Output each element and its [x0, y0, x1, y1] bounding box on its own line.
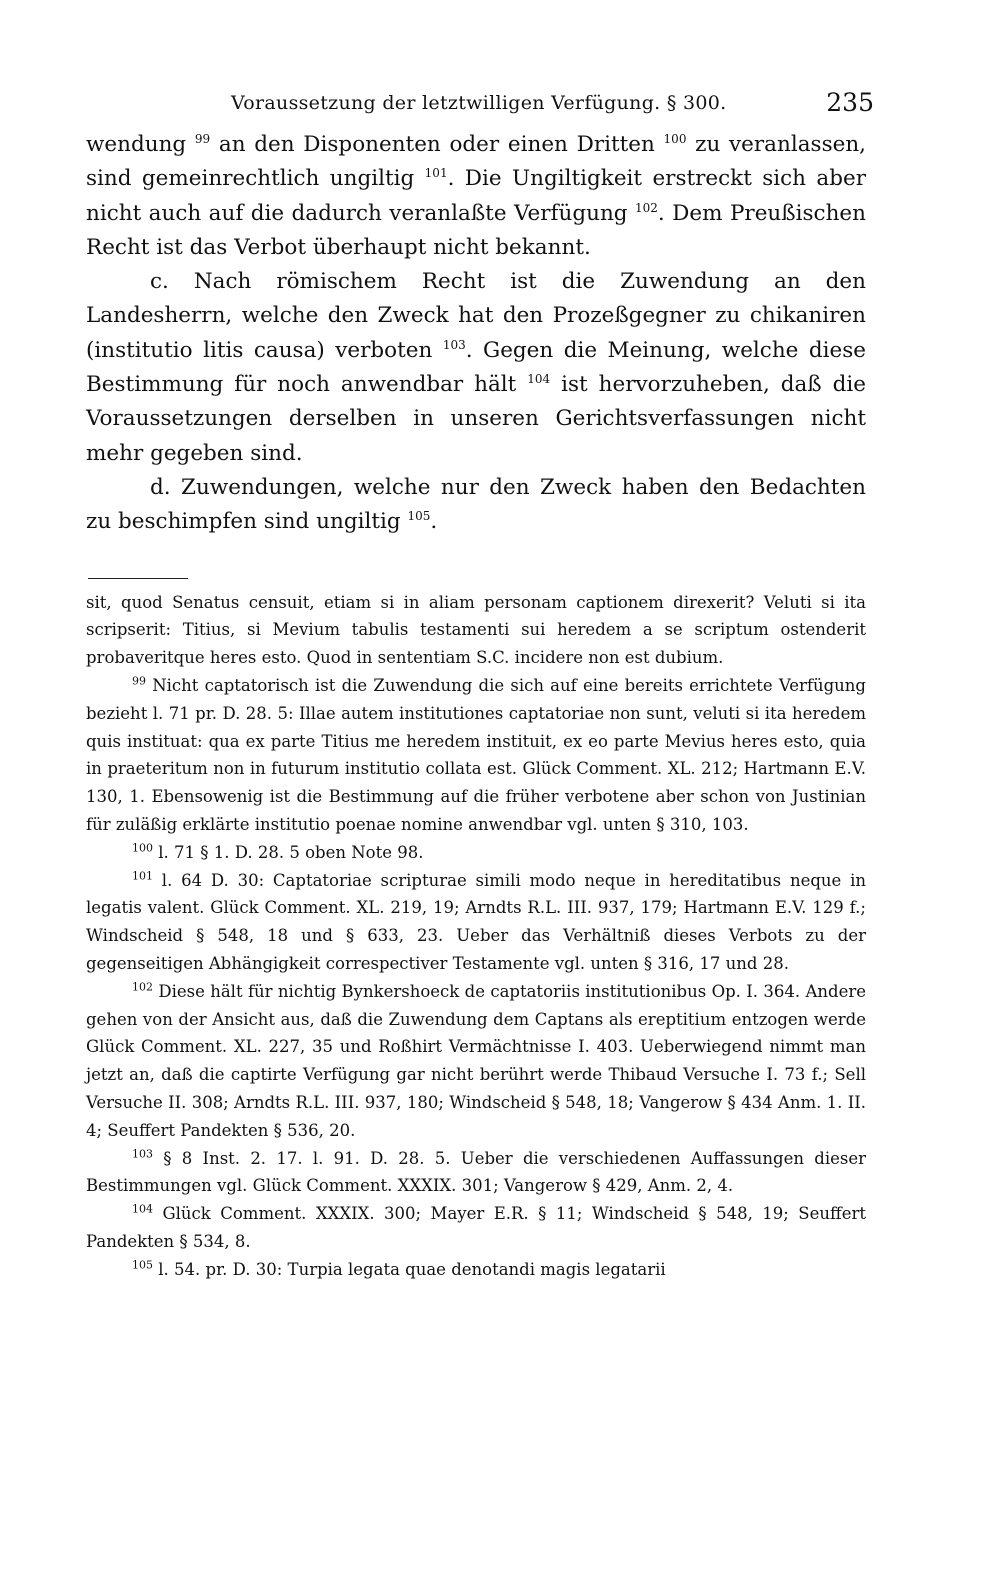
footnote-ref-104: 104 [527, 371, 551, 386]
footnote-101: $^{101}$ l. 64 D. 30: Captatoriae scripturae simili modo neque in hereditatibus neque in legatis valent. Glück Comment. XL. 219, 19; Arndts R.L. III. 937, 179; Hartmann E.V. 129 f.; Windscheid § 548, 18 und § 633, 23. Ueber das Verhältniß dieses Verbots zu der gegenseitigen Abhängigkeit correspectiver Testamente vgl. unten § 316, 17 und 28. [86, 869, 866, 973]
main-text [86, 128, 866, 540]
page-number: 235 [826, 88, 874, 117]
book-page [86, 88, 874, 1283]
footnotes [86, 589, 866, 1284]
footnote-99: $^{99}$ Nicht captatorisch ist die Zuwendung die sich auf eine bereits errichtete Verfügung bezieht l. 71 pr. D. 28. 5: Illae autem institutiones captatoriae non sunt, veluti si ita heredem quis instituat: qua ex parte Titius me heredem instituit, ex eo parte Mevius heres esto, quia in praeteritum non in futurum institutio collata est. Glück Comment. XL. 212; Hartmann E.V. 130, 1. Ebensowenig ist die Bestimmung auf die früher verbotene aber schon von Justinian für zuläßig erklärte institutio poenae nomine anwendbar vgl. unten § 310, 103. [86, 674, 866, 834]
page-header [86, 88, 874, 128]
footnote-105: $^{105}$ l. 54. pr. D. 30: Turpia legata quae denotandi magis legatarii [132, 1258, 666, 1279]
paragraph-d: d. Zuwendungen, welche nur den Zweck haben den Bedachten zu beschimpfen sind ungiltig $^{105}$. [86, 474, 866, 535]
paragraph-b-continuation: wendung $^{99}$ an den Disponenten oder einen Dritten $^{100}$ zu veranlassen, sind gemeinrechtlich ungiltig $^{101}$. Die Ungiltigkeit erstreckt sich aber nicht auch auf die dadurch veranlaßte Verfügung $^{102}$. Dem Preußischen Recht ist das Verbot überhaupt nicht bekannt. [86, 131, 867, 260]
footnote-104: $^{104}$ Glück Comment. XXXIX. 300; Mayer E.R. § 11; Windscheid § 548, 19; Seuffert Pandekten § 534, 8. [86, 1202, 867, 1251]
footnote-ref-102: 102 [635, 200, 658, 215]
footnote-103: $^{103}$ § 8 Inst. 2. 17. l. 91. D. 28. 5. Ueber die verschiedenen Auffassungen dieser Bestimmungen vgl. Glück Comment. XXXIX. 301; Vangerow § 429, Anm. 2, 4. [86, 1147, 867, 1196]
running-head: Voraussetzung der letztwilligen Verfügung. § 300. [231, 92, 727, 114]
footnote-ref-105: 105 [407, 509, 431, 524]
footnote-ref-99: 99 [194, 131, 211, 146]
footnote-100: $^{100}$ l. 71 § 1. D. 28. 5 oben Note 98. [132, 841, 424, 862]
paragraph-c: c. Nach römischem Recht ist die Zuwendung an den Landesherrn, welche den Zweck hat den Prozeßgegner zu chikaniren (institutio litis causa) verboten $^{103}$. Gegen die Meinung, welche diese Bestimmung für noch anwendbar hält $^{104}$ ist hervorzuheben, daß die Voraussetzungen derselben in unseren Gerichtsverfassungen nicht mehr gegeben sind. [86, 269, 866, 466]
footnote-continuation: sit, quod Senatus censuit, etiam si in aliam personam captionem direxerit? Veluti si ita scripserit: Titius, si Mevium tabulis testamenti sui heredem a se scriptum ostenderit probaveritque heres esto. Quod in sententiam S.C. incidere non est dubium. [86, 592, 866, 668]
footnote-ref-101: 101 [424, 166, 448, 181]
footnote-ref-100: 100 [663, 131, 687, 146]
footnote-divider [88, 578, 188, 579]
footnote-102: $^{102}$ Diese hält für nichtig Bynkershoeck de captatoriis institutionibus Op. I. 364. Andere gehen von der Ansicht aus, daß die Zuwendung dem Captans als ereptitium entzogen werde Glück Comment. XL. 227, 35 und Roßhirt Vermächtnisse I. 403. Ueberwiegend nimmt man jetzt an, daß die captirte Verfügung gar nicht berührt werde Thibaud Versuche I. 73 f.; Sell Versuche II. 308; Arndts R.L. III. 937, 180; Windscheid § 548, 18; Vangerow § 434 Anm. 1. II. 4; Seuffert Pandekten § 536, 20. [86, 980, 866, 1140]
footnote-ref-103: 103 [442, 337, 466, 352]
